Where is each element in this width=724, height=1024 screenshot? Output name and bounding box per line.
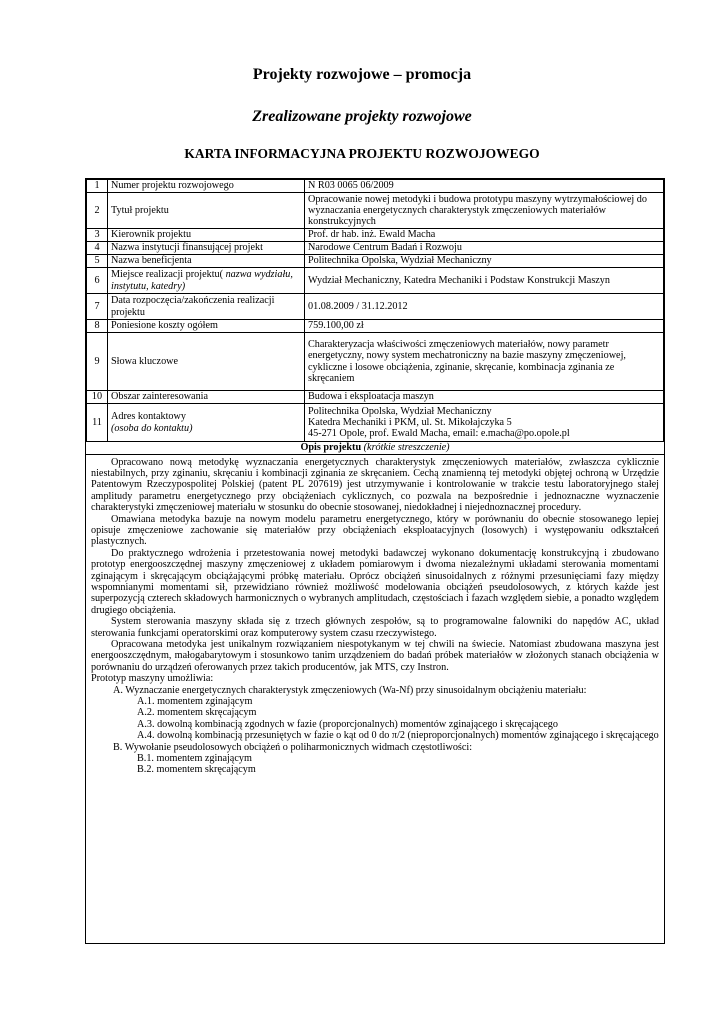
summary-paragraph: Opracowano nową metodykę wyznaczania energetycznych charakterystyk zmęczeniowych materiałów, zwłaszcza cyklicznie niestabilnych, przy zginaniu, skręcaniu i kombinacji zginania ze skręcaniem. Cechą znamienną tej metodyki objętej ochroną w Urzędzie Patentowym Rzeczypospolitej Polskiej (patent PL 207619) jest utrzymywanie i kontrolowanie w trakcie testu laboratoryjnego stałej amplitudy parametru energetycznego przy obciążeniach cyklicznych, co pozwala na bezpośrednie i jednoznaczne wyznaczenie charakterystyki zmęczeniowej materiału w stosunku do obecnie stosowanej, niedokładnej i niejednoznacznej procedury.	[91, 456, 659, 514]
row-number: 9	[87, 333, 108, 391]
row-value: N R03 0065 06/2009	[305, 180, 664, 193]
row-label	[108, 268, 305, 294]
summary-paragraph: Opracowana metodyka jest unikalnym rozwiązaniem niespotykanym w tej chwili na świecie. Natomiast zbudowana maszyna jest energooszczędnym, małogabarytowym i stosunkowo tanim urządzeniem do badań próbek materiałów w złożonych stanach obciążenia w porównaniu do urządzeń oferowanych przez takich producentów, jak MTS, czy Instron.	[91, 639, 659, 673]
row-value: Politechnika Opolska, Wydział Mechaniczny	[305, 255, 664, 268]
list-item: A.4. dowolną kombinacją przesuniętych w fazie o kąt od 0 do π/2 (nieproporcjonalnych) momentów zginającego i skręcającego	[137, 730, 659, 742]
summary-paragraph: Omawiana metodyka bazuje na nowym modelu parametru energetycznego, który w porównaniu do obecnie stosowanego lepiej opisuje zmęczeniowe zachowanie się materiałów przy obciążeniach eksploatacyjnych (losowych) i występowaniu odkształceń plastycznych.	[91, 513, 659, 548]
row-number: 8	[87, 320, 108, 333]
row-number: 2	[87, 193, 108, 229]
table-row	[87, 180, 664, 193]
summary-heading	[86, 442, 664, 455]
label-note: nazwa wydziału, instytutu, katedry)	[111, 269, 293, 292]
list-item: B.1. momentem zginającym	[137, 753, 252, 765]
summary-paragraph: System sterowania maszyny składa się z trzech głównych zespołów, są to programowalne falowniki do napędów AC, układ sterowania funkcjami operatorskimi oraz komputerowy system czasu rzeczywistego.	[91, 616, 659, 639]
table-row	[87, 294, 664, 320]
project-card	[85, 178, 665, 944]
row-value: Charakteryzacja właściwości zmęczeniowych materiałów, nowy parametr energetyczny, nowy system mechatroniczny na bazie maszyny zmęczeniowej, cykliczne i losowe obciążenia, zginanie, skręcanie, kombinacja zginania ze skręcaniem	[305, 333, 664, 391]
list-item: B. Wywołanie pseudolosowych obciążeń o poliharmonicznych widmach częstotliwości:	[113, 741, 473, 753]
table-row	[87, 229, 664, 242]
address-line: Politechnika Opolska, Wydział Mechaniczny	[308, 405, 492, 417]
row-value: Narodowe Centrum Badań i Rozwoju	[305, 242, 664, 255]
table-row	[87, 320, 664, 333]
row-value: 759.100,00 zł	[305, 320, 664, 333]
table-row	[87, 404, 664, 442]
row-label: Nazwa instytucji finansującej projekt	[108, 242, 305, 255]
table-row	[87, 333, 664, 391]
summary-paragraph: Do praktycznego wdrożenia i przetestowania nowej metodyki badawczej wykonano dokumentację konstrukcyjną i zbudowano prototyp energooszczędnej maszyny zmęczeniowej z układem pomiarowym i dwoma niezależnymi układami sterowania momentami zginającym i skręcającym obciążającymi próbkę materiału. Oprócz obciążeń sinusoidalnych z różnymi przesunięciami fazy między wspomnianymi momentami sił, przewidziano również możliwość modelowania obciążeń pseudolosowych, z których każde jest superpozycją czterech składowych harmonicznych o wybranych amplitudach, częstościach i fazach względem siebie, a ponadto względem drugiego obciążenia.	[91, 547, 659, 616]
row-label: Nazwa beneficjenta	[108, 255, 305, 268]
row-number: 11	[87, 404, 108, 442]
row-label	[108, 404, 305, 442]
summary-paragraph: Prototyp maszyny umożliwia:	[91, 673, 214, 685]
list-item: B.2. momentem skręcającym	[137, 764, 256, 776]
row-number: 5	[87, 255, 108, 268]
table-row	[87, 255, 664, 268]
list-item: A.1. momentem zginającym	[137, 696, 253, 708]
row-number: 10	[87, 391, 108, 404]
row-number: 3	[87, 229, 108, 242]
address-line: Katedra Mechaniki i PKM, ul. St. Mikołajczyka 5	[308, 416, 512, 428]
row-value: Prof. dr hab. inż. Ewald Macha	[305, 229, 664, 242]
row-label: Kierownik projektu	[108, 229, 305, 242]
row-number: 7	[87, 294, 108, 320]
list-item: A. Wyznaczanie energetycznych charakterystyk zmęczeniowych (Wa-Nf) przy sinusoidalnym obciążeniu materiału:	[113, 684, 587, 696]
row-value: Wydział Mechaniczny, Katedra Mechaniki i Podstaw Konstrukcji Maszyn	[305, 268, 664, 294]
label-note: (osoba do kontaktu)	[111, 422, 193, 434]
row-value	[305, 404, 664, 442]
project-summary	[86, 455, 664, 776]
list-item: A.3. dowolną kombinacją zgodnych w fazie (proporcjonalnych) momentów zginającego i skręcającego	[137, 718, 558, 730]
info-table	[86, 179, 664, 442]
page-subtitle: Zrealizowane projekty rozwojowe	[252, 108, 472, 125]
row-value: Opracowanie nowej metodyki i budowa prototypu maszyny wytrzymałościowej do wyznaczania energetycznych charakterystyk zmęczeniowych materiałów konstrukcyjnych	[305, 193, 664, 229]
table-row	[87, 242, 664, 255]
label-main: Miejsce realizacji projektu(	[111, 269, 224, 281]
summary-heading-text: Opis projektu	[300, 442, 362, 453]
row-number: 4	[87, 242, 108, 255]
row-label: Tytuł projektu	[108, 193, 305, 229]
row-label: Obszar zainteresowania	[108, 391, 305, 404]
address-line: 45-271 Opole, prof. Ewald Macha, email: e.macha@po.opole.pl	[308, 428, 570, 440]
table-row	[87, 268, 664, 294]
row-label: Numer projektu rozwojowego	[108, 180, 305, 193]
row-number: 1	[87, 180, 108, 193]
list-item: A.2. momentem skręcającym	[137, 707, 257, 719]
table-row	[87, 391, 664, 404]
row-label: Data rozpoczęcia/zakończenia realizacji projektu	[108, 294, 305, 320]
row-number: 6	[87, 268, 108, 294]
row-value: 01.08.2009 / 31.12.2012	[305, 294, 664, 320]
table-row	[87, 193, 664, 229]
row-value: Budowa i eksploatacja maszyn	[305, 391, 664, 404]
row-label: Słowa kluczowe	[108, 333, 305, 391]
page-title: Projekty rozwojowe – promocja	[252, 66, 472, 83]
card-title: KARTA INFORMACYJNA PROJEKTU ROZWOJOWEGO	[184, 146, 540, 161]
label-main: Adres kontaktowy	[111, 411, 186, 423]
summary-heading-note: (krótkie streszczenie)	[363, 442, 450, 453]
row-label: Poniesione koszty ogółem	[108, 320, 305, 333]
